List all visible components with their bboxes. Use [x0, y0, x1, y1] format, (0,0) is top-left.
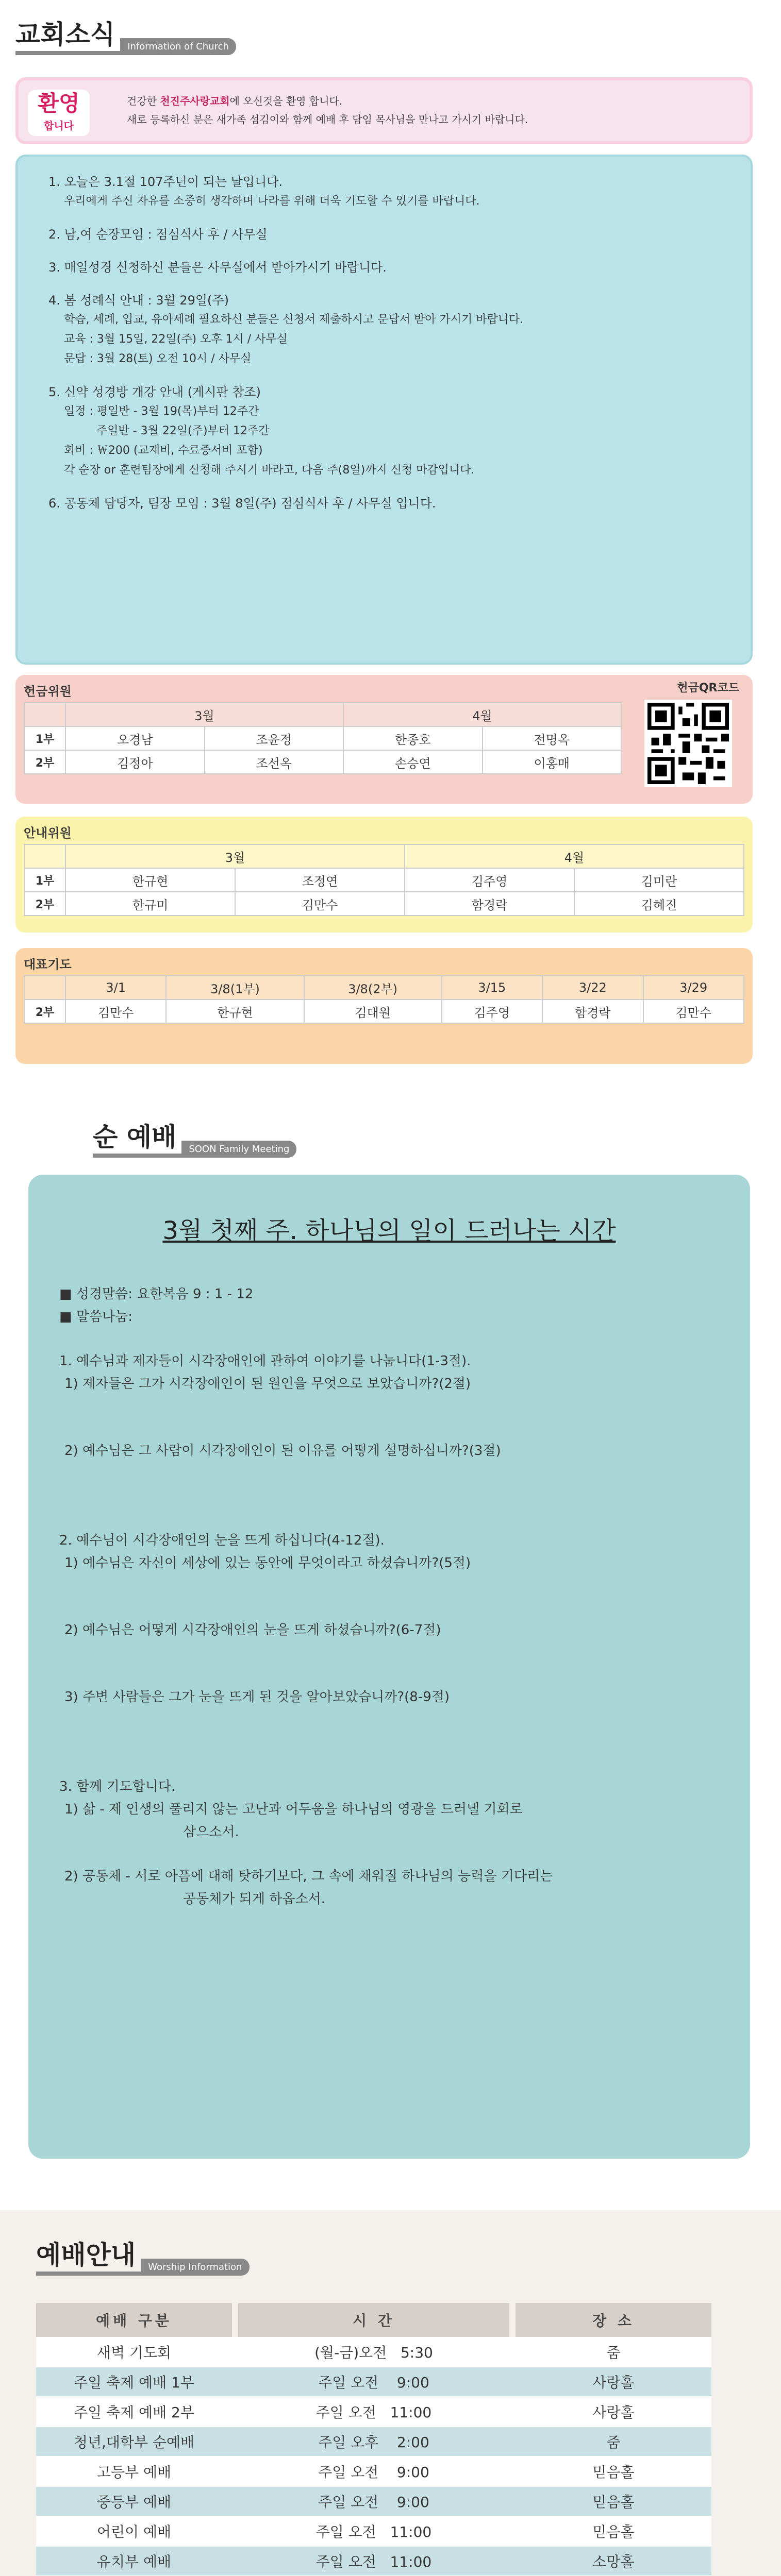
table-row — [36, 2456, 711, 2486]
news-main: 2. 남,여 순장모임 : 점심식사 후 / 사무실 — [48, 227, 268, 242]
news-item — [48, 382, 734, 480]
news-main: 1. 오늘은 3.1절 107주년이 되는 날입니다. — [48, 175, 283, 189]
row-label: 2부 — [24, 999, 65, 1023]
usher-box — [15, 817, 753, 933]
prayer-community: 2) 공동체 - 서로 아픔에 대해 탓하기보다, 그 속에 채워질 하나님의 능력을 기다리는 — [64, 1869, 553, 1884]
spacer — [232, 2337, 238, 2367]
section-title-en: Information of Church — [120, 38, 236, 55]
cell: 어린이 예배 — [36, 2516, 232, 2546]
offering-box — [15, 675, 753, 804]
spacer — [232, 2516, 238, 2546]
news-item — [48, 172, 734, 211]
spacer — [509, 2516, 516, 2546]
section-title-en: Worship Information — [141, 2259, 249, 2276]
news-item — [48, 291, 734, 369]
table-row — [36, 2367, 711, 2397]
month-header: 3월 — [65, 844, 405, 868]
worship-table — [36, 2303, 711, 2576]
usher-title: 안내위원 — [24, 826, 72, 840]
church-news-title — [15, 21, 236, 55]
date-header: 3/15 — [442, 976, 542, 999]
section-title-kr: 예배안내 — [36, 2241, 141, 2276]
cell: 김대원 — [304, 999, 442, 1023]
scripture: ■ 성경말씀: 요한복음 9 : 1 - 12 — [59, 1286, 254, 1302]
table-row — [24, 999, 744, 1023]
spacer — [232, 2546, 238, 2576]
news-item — [48, 225, 734, 244]
date-header: 3/29 — [643, 976, 744, 999]
table-row — [36, 2546, 711, 2576]
spacer — [232, 2397, 238, 2427]
news-list — [48, 172, 734, 527]
month-header: 3월 — [65, 703, 343, 726]
cell: 김만수 — [643, 999, 744, 1023]
prayer-community-cont: 공동체가 되게 하옵소서. — [183, 1891, 325, 1907]
news-sub: 교육 : 3월 15일, 22일(주) 오후 1시 / 사무실 — [64, 333, 288, 346]
cell: 한규현 — [166, 999, 304, 1023]
cell: 조선옥 — [205, 750, 344, 774]
cell: 줌 — [516, 2427, 711, 2456]
rep-prayer-title: 대표기도 — [24, 957, 72, 972]
cell: 소망홀 — [516, 2546, 711, 2576]
spacer — [232, 2427, 238, 2456]
table-row — [36, 2427, 711, 2456]
cell: 손승연 — [343, 750, 483, 774]
spacer — [509, 2397, 516, 2427]
section-title-en: SOON Family Meeting — [181, 1141, 296, 1158]
cell: 주일 오전 9:00 — [238, 2486, 509, 2516]
cell: 김주영 — [442, 999, 542, 1023]
prayer-life-cont: 삼으소서. — [183, 1824, 239, 1840]
news-item — [48, 494, 734, 513]
question-2a: 1) 예수님은 자신이 세상에 있는 동안에 무엇이라고 하셨습니까?(5절) — [64, 1555, 471, 1571]
qr-code-icon[interactable] — [644, 700, 732, 787]
welcome-tag-small: 합니다 — [44, 120, 74, 132]
cell: (월-금)오전 5:30 — [238, 2337, 509, 2367]
cell: 고등부 예배 — [36, 2456, 232, 2486]
spacer — [509, 2337, 516, 2367]
spacer — [509, 2456, 516, 2486]
cell: 중등부 예배 — [36, 2486, 232, 2516]
cell: 한규현 — [65, 868, 235, 892]
news-main: 3. 매일성경 신청하신 분들은 사무실에서 받아가시기 바랍니다. — [48, 260, 387, 275]
cell: 김주영 — [405, 868, 574, 892]
soon-body — [59, 1283, 719, 1910]
row-label: 2부 — [24, 750, 65, 774]
cell: 사랑홀 — [516, 2367, 711, 2397]
spacer — [509, 2546, 516, 2576]
cell: 유치부 예배 — [36, 2546, 232, 2576]
month-header: 4월 — [405, 844, 744, 868]
cell: 주일 오전 11:00 — [238, 2516, 509, 2546]
cell: 믿음홀 — [516, 2456, 711, 2486]
month-header: 4월 — [343, 703, 621, 726]
cell: 믿음홀 — [516, 2486, 711, 2516]
table-row — [36, 2486, 711, 2516]
table-row — [24, 750, 621, 774]
cell: 한규미 — [65, 892, 235, 916]
welcome-post: 에 오신것을 환영 합니다. — [229, 95, 343, 107]
date-header: 3/8(2부) — [304, 976, 442, 999]
offering-table — [24, 702, 622, 774]
cell: 주일 축제 예배 2부 — [36, 2397, 232, 2427]
news-sub: 회비 : ￦200 (교재비, 수료증서비 포함) — [64, 444, 263, 457]
soon-box — [28, 1175, 750, 2159]
question-2c: 3) 주변 사람들은 그가 눈을 뜨게 된 것을 알아보았습니까?(8-9절) — [64, 1689, 450, 1705]
prayer-life: 1) 삶 - 제 인생의 풀리지 않는 고난과 어두움을 하나님의 영광을 드러낼 기회로 — [64, 1802, 523, 1817]
section-title-kr: 순 예배 — [93, 1123, 181, 1158]
cell: 김미란 — [574, 868, 744, 892]
date-header: 3/22 — [542, 976, 643, 999]
cell: 조정연 — [235, 868, 405, 892]
spacer — [232, 2456, 238, 2486]
news-sub: 일정 : 평일반 - 3월 19(목)부터 12주간 — [64, 405, 259, 418]
spacer — [232, 2486, 238, 2516]
soon-heading: 3월 첫째 주. 하나님의 일이 드러나는 시간 — [162, 1216, 616, 1245]
news-main: 6. 공동체 담당자, 팀장 모임 : 3월 8일(주) 점심식사 후 / 사무실 입니다. — [48, 496, 436, 511]
news-sub: 학습, 세례, 입교, 유아세례 필요하신 분들은 신청서 제출하시고 문답서 받아 가시기 바랍니다. — [64, 313, 524, 326]
cell: 줌 — [516, 2337, 711, 2367]
question-1b: 2) 예수님은 그 사람이 시각장애인이 된 이유를 어떻게 설명하십니까?(3절) — [64, 1443, 501, 1459]
cell: 주일 오후 2:00 — [238, 2427, 509, 2456]
section-title-kr: 교회소식 — [15, 21, 120, 55]
cell: 김만수 — [65, 999, 166, 1023]
rep-prayer-box — [15, 948, 753, 1064]
table-row — [36, 2397, 711, 2427]
usher-table — [24, 844, 744, 916]
welcome-tag-big: 환영 — [38, 91, 80, 116]
cell: 주일 오전 11:00 — [238, 2397, 509, 2427]
question-2b: 2) 예수님은 어떻게 시각장애인의 눈을 뜨게 하셨습니까?(6-7절) — [64, 1622, 441, 1638]
welcome-church: 천진주사랑교회 — [160, 95, 230, 107]
news-sub: 각 순장 or 훈련팀장에게 신청해 주시기 바라고, 다음 주(8일)까지 신청 마감입니다. — [64, 464, 475, 477]
spacer — [509, 2486, 516, 2516]
table-row — [24, 892, 744, 916]
question-1a: 1) 제자들은 그가 시각장애인이 된 원인을 무엇으로 보았습니까?(2절) — [64, 1376, 471, 1392]
date-header: 3/8(1부) — [166, 976, 304, 999]
cell: 함경락 — [542, 999, 643, 1023]
welcome-pre: 건강한 — [127, 95, 160, 107]
question-2: 2. 예수님이 시각장애인의 눈을 뜨게 하십니다(4-12절). — [59, 1533, 385, 1548]
table-row — [24, 868, 744, 892]
rep-prayer-table — [24, 975, 744, 1024]
cell: 주일 축제 예배 1부 — [36, 2367, 232, 2397]
news-main: 5. 신약 성경방 개강 안내 (게시판 참조) — [48, 385, 261, 399]
news-sub: 문답 : 3월 28(토) 오전 10시 / 사무실 — [64, 352, 252, 365]
worship-title — [36, 2241, 250, 2276]
soon-title — [93, 1123, 296, 1158]
col-header: 예배 구분 — [36, 2303, 232, 2337]
welcome-box — [15, 77, 753, 144]
question-1: 1. 예수님과 제자들이 시각장애인에 관하여 이야기를 나눕니다(1-3절). — [59, 1353, 471, 1369]
col-header: 장 소 — [516, 2303, 711, 2337]
cell: 김정아 — [65, 750, 205, 774]
cell: 주일 오전 9:00 — [238, 2367, 509, 2397]
news-sub: 주일반 - 3월 22일(주)부터 12주간 — [64, 425, 270, 437]
table-row — [24, 726, 621, 750]
cell: 이홍매 — [483, 750, 622, 774]
qr-label: 헌금QR코드 — [677, 682, 739, 694]
cell: 주일 오전 11:00 — [238, 2546, 509, 2576]
spacer — [509, 2367, 516, 2397]
date-header: 3/1 — [65, 976, 166, 999]
cell: 김혜진 — [574, 892, 744, 916]
welcome-message — [127, 92, 528, 129]
col-header: 시 간 — [238, 2303, 509, 2337]
cell: 사랑홀 — [516, 2397, 711, 2427]
cell: 전명옥 — [483, 726, 622, 750]
prayer-heading: 3. 함께 기도합니다. — [59, 1779, 176, 1794]
cell: 김만수 — [235, 892, 405, 916]
row-label: 2부 — [24, 892, 65, 916]
row-label: 1부 — [24, 868, 65, 892]
cell: 청년,대학부 순예배 — [36, 2427, 232, 2456]
spacer — [232, 2367, 238, 2397]
table-row — [36, 2337, 711, 2367]
news-box — [15, 155, 753, 665]
spacer — [509, 2427, 516, 2456]
cell: 새벽 기도회 — [36, 2337, 232, 2367]
welcome-line2: 새로 등록하신 분은 새가족 섬김이와 함께 예배 후 담임 목사님을 만나고 가시기 바랍니다. — [127, 113, 528, 126]
news-sub: 우리에게 주신 자유를 소중히 생각하며 나라를 위해 더욱 기도할 수 있기를 바랍니다. — [64, 195, 480, 208]
cell: 함경락 — [405, 892, 574, 916]
welcome-tag — [28, 90, 90, 136]
offering-title: 헌금위원 — [24, 684, 72, 699]
cell: 주일 오전 9:00 — [238, 2456, 509, 2486]
news-main: 4. 봄 성례식 안내 : 3월 29일(주) — [48, 293, 229, 308]
cell: 오경남 — [65, 726, 205, 750]
row-label: 1부 — [24, 726, 65, 750]
table-row — [36, 2516, 711, 2546]
cell: 조윤정 — [205, 726, 344, 750]
cell: 한종호 — [343, 726, 483, 750]
news-item — [48, 258, 734, 277]
cell: 믿음홀 — [516, 2516, 711, 2546]
talk-label: ■ 말씀나눔: — [59, 1309, 133, 1325]
